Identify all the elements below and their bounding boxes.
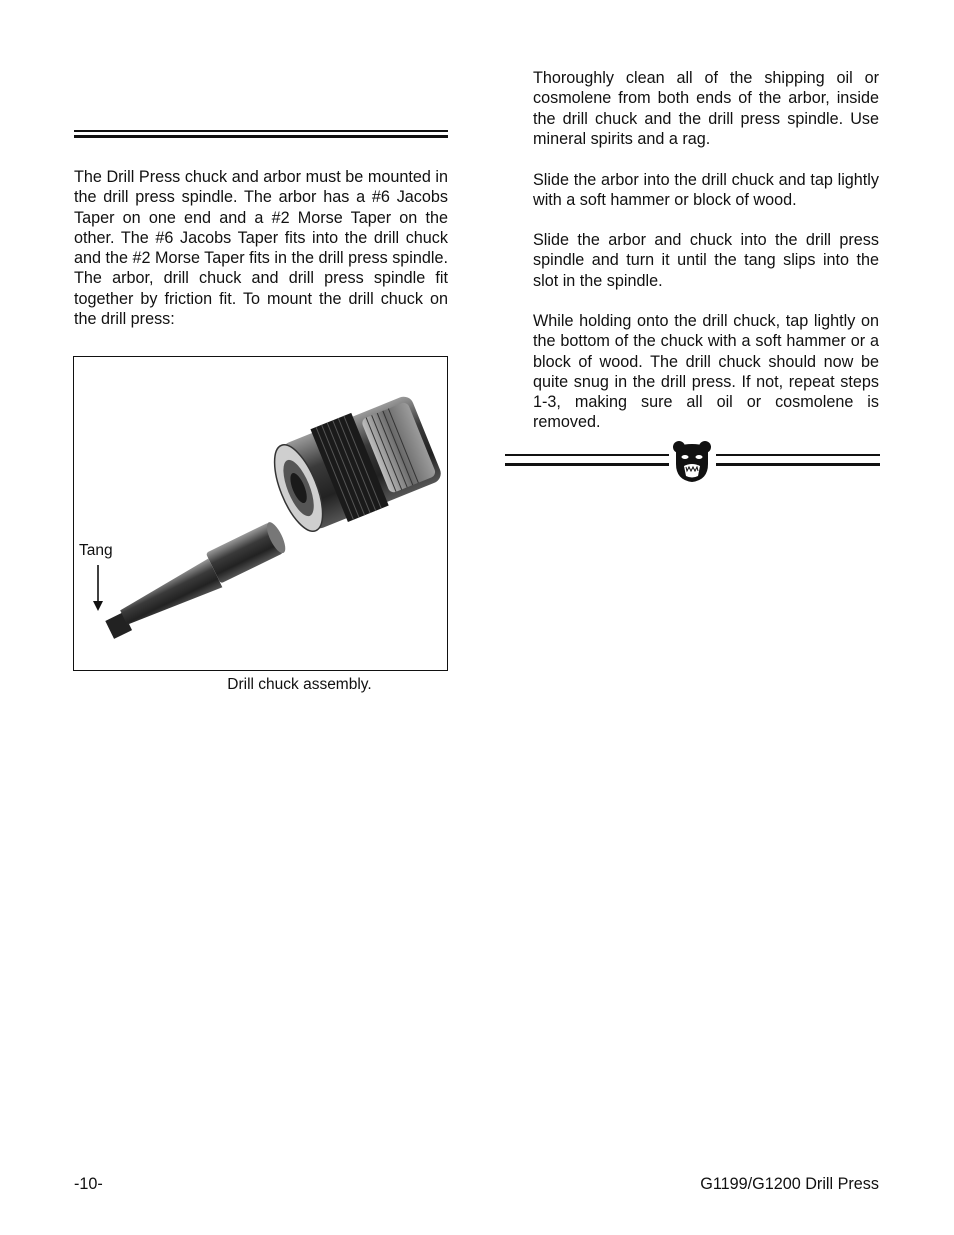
step-2: Slide the arbor into the drill chuck and tap lightly with a soft hammer or block of wood. xyxy=(533,171,879,210)
footer-model: G1199/G1200 Drill Press xyxy=(700,1175,879,1193)
page-number: -10- xyxy=(74,1175,103,1193)
step-1: Thoroughly clean all of the shipping oil or cosmolene from both ends of the arbor, inside the drill chuck and the drill press spindle. Use mineral spirits and a rag. xyxy=(533,69,879,148)
step-3: Slide the arbor and chuck into the drill press spindle and turn it until the tang slips into the slot in the spindle. xyxy=(533,231,879,290)
bear-logo-icon xyxy=(672,440,712,484)
section-heading-rule xyxy=(74,130,448,139)
end-rule-left xyxy=(505,452,669,472)
figure-caption: Drill chuck assembly. xyxy=(227,676,372,693)
intro-paragraph: The Drill Press chuck and arbor must be mounted in the drill press spindle. The arbor has a #6 Jacobs Taper on one end and a #2 Morse Taper on the other. The #6 Jacobs Taper fits into the drill chuck and the #2 Morse Taper fits in the drill press spindle. The arbor, drill chuck and drill press spindle fit together by friction fit. To mount the drill chuck on the drill press: xyxy=(74,168,449,329)
end-rule-right xyxy=(716,452,880,472)
step-4: While holding onto the drill chuck, tap lightly on the bottom of the chuck with a soft hammer or a block of wood. The drill chuck should now be quite snug in the drill press. If not, repeat steps 1-3, making sure all oil or cosmolene is removed. xyxy=(533,312,879,432)
drill-chuck-figure xyxy=(73,356,448,671)
chuck xyxy=(263,390,445,541)
tang-label: Tang xyxy=(79,542,113,559)
arbor xyxy=(98,520,291,640)
drill-chuck-illustration xyxy=(74,357,447,670)
